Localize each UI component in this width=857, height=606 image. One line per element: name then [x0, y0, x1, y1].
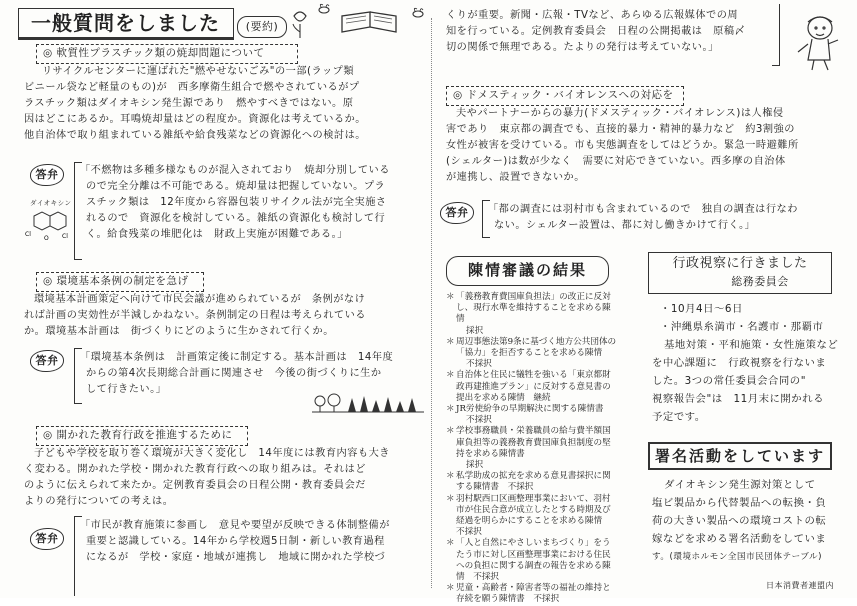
answer-badge: 答弁 — [30, 350, 64, 372]
body-line: 因はどこにあるか。耳鳴焼却量はどの程度か。資源化は考えているか。 — [24, 114, 366, 125]
body-line: を中心課題に 行政視察を行ないま — [652, 357, 827, 369]
body-line: よりの発行についての考えは。 — [24, 496, 174, 507]
body-line: 環境基本計画策定へ向けて市民会議が進められているが 条例がなけ — [34, 294, 366, 305]
petition-item: ＊ 羽村駅西口区画整理事業において、羽村市が住民合意が成立したとする時期及び経過を明らかにすることを求める陳情 不採択 — [446, 493, 611, 538]
body-line: す。(環境ホルモン全国市民団体テーブル) — [652, 552, 822, 562]
petition-status: 不採択 — [473, 572, 500, 583]
signature-body — [652, 476, 848, 566]
petition-item: ＊ 学校事務職員・栄養職員の給与費半額国庫負担等の義務教育費国庫負担制度の堅持を求める陳情書 採択 — [446, 426, 611, 471]
answer-bracket-right — [772, 4, 780, 66]
body-line: 子どもや学校を取り巻く環境が大きく変化し 14年度には教育内容も大き — [34, 448, 390, 459]
answer-education-continued — [446, 8, 766, 56]
answer-line: く。給食残菜の堆肥化は 財政上実施が困難である。」 — [86, 229, 348, 240]
answer-line: 切の関係で無理である。たよりの発行は考えていない。」 — [446, 42, 719, 53]
svg-text:O: O — [44, 235, 49, 242]
answer-line: 「都の調査には羽村市も含まれているので 独自の調査は行なわ — [488, 204, 798, 215]
boy-illustration — [790, 8, 846, 74]
answer-line: れるので 資源化を検討している。雑紙の資源化も検討して行 — [86, 213, 386, 224]
petition-item: ＊ 児童・高齢者・障害者等の福祉の維持と存続を願う陳情書 不採択 — [446, 583, 611, 605]
dioxin-label: ダイオキシン — [30, 199, 72, 207]
body-line: が連携し、設置できないか。 — [446, 172, 585, 183]
body-line: ラスチック類はダイオキシン発生源であり 燃やすべきではない。原 — [24, 98, 354, 109]
answer-dv — [488, 202, 846, 234]
answer-line: スチック類は 12年度から容器包装リサイクル法が完全実施さ — [86, 197, 387, 208]
inspection-title: 行政視察に行きました — [672, 256, 808, 271]
section-heading-plastics: ◎ 軟質性プラスチック類の焼却問題について — [36, 44, 298, 64]
body-line: 嫁などを求める署名活動をしていま — [652, 533, 827, 545]
answer-line: 「不燃物は多種多様なものが混入されており 焼却分別している — [80, 165, 390, 176]
answer-education — [80, 518, 425, 566]
body-line: ビニール袋など軽量のもの)が 西多摩衛生組合で燃やされているがプ — [24, 82, 360, 93]
petition-item: ＊ 私学助成の拡充を求める意見書採択に関する陳情書 不採択 — [446, 471, 611, 493]
body-line: (シェルター)は数が少なく 需要に対応できていない。西多摩の自治体 — [446, 156, 786, 167]
petition-status: 不採択 — [466, 359, 492, 370]
signature-title: 署名活動をしています — [648, 442, 832, 470]
answer-line: からの第4次長期総合計画に関連させ 今後の街づくりに生か — [86, 368, 382, 379]
body-line: 害であり 東京都の調査でも、直接的暴力・精神的暴力など 約3割強の — [446, 124, 795, 135]
page-subtitle: (要約) — [237, 16, 287, 38]
section-body-education — [24, 446, 424, 510]
answer-environment — [80, 350, 425, 398]
body-line: 塩ビ製品から代替製品への転換・負 — [652, 497, 827, 509]
section-heading-environment: ◎ 環境基本条例の制定を急げ — [36, 272, 204, 292]
body-line: リサイクルセンターに運ばれた"燃やせないごみ"の一部(ラップ類 — [42, 66, 355, 77]
svg-text:Cl: Cl — [62, 233, 68, 240]
answer-line: 「市民が教育施策に参画し 意見や要望が反映できる体制整備が — [80, 520, 390, 531]
body-line: く変わる。開かれた学校・開かれた教育行政への取り組みは。それはど — [24, 464, 366, 475]
body-line: ・10月4日～6日 — [660, 303, 743, 315]
body-line: 基地対策・平和施策・女性施策など — [664, 339, 839, 351]
petitions-title: 陳情審議の結果 — [446, 256, 609, 286]
petitions-list — [446, 292, 617, 605]
column-divider — [431, 18, 432, 588]
section-heading-education: ◎ 開かれた教育行政を推進するために — [36, 426, 248, 446]
book-bee-illustration — [290, 2, 440, 42]
petition-status: 不採択 — [466, 415, 492, 426]
body-line: 予定です。 — [652, 411, 706, 423]
section-body-plastics — [24, 64, 424, 144]
answer-badge: 答弁 — [30, 528, 64, 550]
body-line: か。環境基本計画は 街づくりにどのように生かされて行くか。 — [24, 326, 334, 337]
petition-status: 採択 — [466, 325, 484, 336]
inspection-title-box — [648, 252, 832, 294]
body-line: のように伝えられて来たか。定例教育委員会の日程公開・教育委員会だ — [24, 480, 366, 491]
body-line: 女性が被害を受けている。市も実態調査をしてはどうか。緊急一時避難所 — [446, 140, 799, 151]
inspection-committee: 総務委員会 — [731, 275, 789, 288]
body-line: 他自治体で取り組まれている雑紙や給食残菜などの資源化への検討は。 — [24, 130, 366, 141]
petition-item: ＊ 「人と自然にやさしいまちづくり」をうたう市に対し区画整理事業における住民への負担に関する調査の報告を求める陳情 不採択 — [446, 538, 611, 583]
petition-status: 採択 — [466, 460, 484, 471]
body-line: 夫やパートナーからの暴力(ドメスティック・バイオレンス)は人権侵 — [456, 108, 784, 119]
section-body-environment — [24, 292, 424, 340]
inspection-body — [652, 300, 848, 426]
petition-status: 不採択 — [456, 527, 482, 538]
answer-line: して行きたい。」 — [86, 384, 167, 395]
body-line: 視察報告会"は 11月末に開かれる — [652, 393, 824, 405]
dioxin-molecule-icon — [24, 206, 72, 244]
body-line: ・沖縄県糸満市・名護市・那覇市 — [660, 321, 824, 333]
answer-line: ない。シェルター設置は、都に対し働きかけて行く。」 — [494, 220, 756, 231]
petition-item: ＊ 「義務教育費国庫負担法」の改正に反対し、現行水準を維持することを求める陳情 採択 — [446, 292, 611, 336]
body-line: ダイオキシン発生源対策として — [664, 479, 816, 491]
petition-status: 継続 — [533, 392, 551, 403]
answer-badge: 答弁 — [30, 164, 64, 186]
svg-text:Cl: Cl — [25, 231, 31, 238]
answer-line: 知を行っている。定例教育委員会 日程の公開掲載は 原稿〆 — [446, 26, 746, 37]
page-title: 一般質問をしました — [18, 8, 234, 40]
section-heading-dv: ◎ ドメスティック・バイオレンスへの対応を — [446, 86, 684, 106]
answer-line: くりが重要。新聞・広報・TVなど、あらゆる広報媒体での周 — [446, 10, 739, 21]
answer-badge: 答弁 — [440, 202, 474, 224]
section-body-dv — [446, 106, 846, 186]
trees-illustration — [312, 392, 424, 414]
body-line: れば計画の実効性が半減しかねない。条例制定の日程は考えられている — [24, 310, 366, 321]
answer-line: 重要と認識している。14年から学校週5日制・新しい教育過程 — [86, 536, 385, 547]
body-line: 荷の大きい製品への環境コストの転 — [652, 515, 827, 527]
petition-item: ＊ 周辺事態法第9条に基づく地方公共団体の「協力」を拒否することを求める陳情 不採択 — [446, 336, 617, 370]
answer-line: ので完全分離は不可能である。焼却量は把握していない。プラ — [86, 181, 386, 192]
answer-line: 「環境基本条例は 計画策定後に制定する。基本計画は 14年度 — [80, 352, 394, 363]
petition-status: 不採択 — [507, 482, 534, 493]
petition-item: ＊ 自治体と住民に犠牲を強いる「東京都財政再建推進プラン」に反対する意見書の提出を求める陳情 継続 — [446, 370, 611, 403]
petition-item: ＊ JR労使紛争の早期解決に関する陳情書 不採択 — [446, 404, 604, 426]
answer-plastics — [80, 163, 425, 243]
petition-status: 不採択 — [533, 594, 560, 605]
signature-note: 日本消費者連盟内 — [766, 581, 834, 590]
body-line: した。3つの常任委員会合同の" — [652, 375, 806, 387]
answer-line: になるが 学校・家庭・地域が連携し 地域に開かれた学校づ — [86, 552, 386, 563]
